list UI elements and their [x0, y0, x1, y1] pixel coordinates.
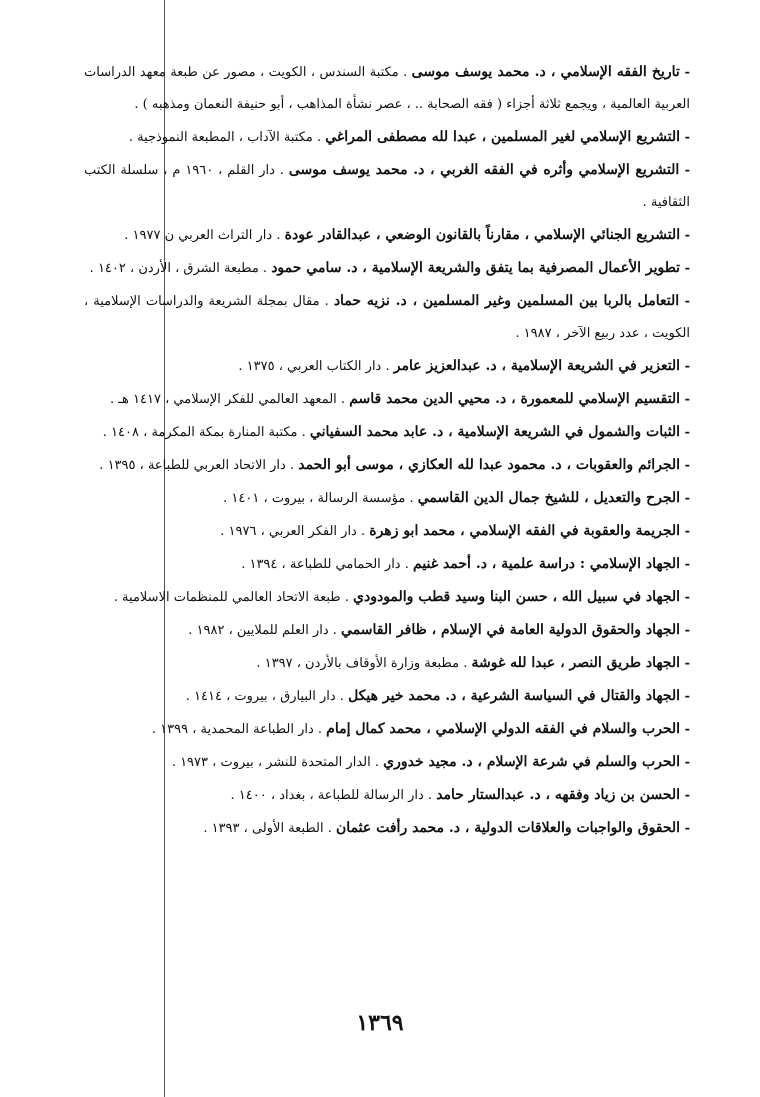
- bibliography-list: [84, 56, 690, 845]
- entry-dash: -: [680, 392, 690, 407]
- entry-dash: -: [680, 623, 690, 638]
- entry-title-author: التشريع الإسلامي وأثره في الفقه الغربي ، د. محمد يوسف موسى: [288, 162, 680, 178]
- bibliography-entry: [84, 713, 690, 746]
- entry-publication: . طبعة الاتحاد العالمي للمنظمات الاسلامية .: [113, 590, 354, 605]
- entry-dash: -: [680, 821, 690, 836]
- entry-title-author: التعامل بالربا بين المسلمين وغير المسلمين ، د. نزيه حماد: [333, 293, 680, 309]
- entry-publication: . دار الحمامي للطباعة ، ١٣٩٤ .: [241, 557, 413, 572]
- entry-dash: -: [679, 65, 690, 80]
- entry-publication: . مؤسسة الرسالة ، بيروت ، ١٤٠١ .: [223, 491, 418, 506]
- entry-dash: -: [680, 425, 690, 440]
- entry-publication: . المعهد العالمي للفكر الإسلامي ، ١٤١٧ هـ .: [109, 392, 350, 407]
- bibliography-entry: [84, 779, 690, 812]
- entry-title-author: الجرح والتعديل ، للشيخ جمال الدين القاسمي: [417, 490, 681, 506]
- entry-title-author: التشريع الإسلامي لغير المسلمين ، عبدا لله مصطفى المراغي: [325, 129, 681, 145]
- bibliography-entry: [84, 416, 690, 449]
- entry-dash: -: [680, 590, 690, 605]
- bibliography-entry: [84, 812, 690, 845]
- entry-publication: . مكتبة المنارة بمكة المكرمة ، ١٤٠٨ .: [102, 425, 310, 440]
- entry-dash: -: [679, 294, 690, 309]
- entry-title-author: الجهاد في سبيل الله ، حسن البنا وسيد قطب والمودودي: [353, 589, 681, 605]
- entry-dash: -: [680, 557, 690, 572]
- entry-publication: . الطبعة الأولى ، ١٣٩٣ .: [203, 821, 337, 836]
- entry-dash: -: [680, 755, 690, 770]
- bibliography-entry: [84, 746, 690, 779]
- entry-publication: . مكتبة الآداب ، المطبعة النموذجية .: [128, 130, 326, 145]
- entry-publication: . مقال بمجلة الشريعة والدراسات الإسلامية ، الكويت ، عدد ربيع الآخر ، ١٩٨٧ .: [84, 294, 690, 341]
- entry-publication: . مكتبة السندس ، الكويت ، مصور عن طبعة معهد الدراسات العربية العالمية ، ويجمع ثلاثة أجزاء ( فقه الصحابة .. ، عصر نشأة المذاهب ، أبو حنيفة النعمان ومذهبه ) .: [84, 65, 690, 112]
- entry-title-author: الجهاد والحقوق الدولية العامة في الإسلام ، ظافر القاسمي: [341, 622, 681, 638]
- bibliography-entry: [84, 647, 690, 680]
- entry-publication: . دار الطباعة المحمدية ، ١٣٩٩ .: [151, 722, 327, 737]
- bibliography-entry: [84, 449, 690, 482]
- entry-publication: . مطبعة وزارة الأوقاف بالأردن ، ١٣٩٧ .: [256, 656, 472, 671]
- bibliography-entry: [84, 383, 690, 416]
- entry-publication: . دار الرسالة للطباعة ، بغداد ، ١٤٠٠ .: [230, 788, 437, 803]
- bibliography-entry: [84, 482, 690, 515]
- entry-title-author: التشريع الجنائي الإسلامي ، مقارناً بالقانون الوضعي ، عبدالقادر عودة: [284, 227, 681, 243]
- entry-title-author: الجهاد طريق النصر ، عبدا لله غوشة: [471, 655, 681, 671]
- entry-dash: -: [680, 491, 690, 506]
- entry-dash: -: [680, 689, 690, 704]
- bibliography-entry: [84, 56, 690, 121]
- entry-dash: -: [680, 656, 690, 671]
- entry-dash: -: [680, 130, 690, 145]
- bibliography-entry: [84, 121, 690, 154]
- bibliography-entry: [84, 515, 690, 548]
- bibliography-entry: [84, 350, 690, 383]
- entry-publication: . دار العلم للملايين ، ١٩٨٢ .: [188, 623, 342, 638]
- entry-publication: . دار الكتاب العربي ، ١٣٧٥ .: [238, 359, 394, 374]
- entry-publication: . الدار المتحدة للنشر ، بيروت ، ١٩٧٣ .: [171, 755, 384, 770]
- page-number: ١٣٦٩: [356, 1010, 404, 1036]
- bibliography-entry: [84, 548, 690, 581]
- entry-title-author: الحسن بن زياد وفقهه ، د. عبدالستار حامد: [436, 787, 681, 803]
- entry-dash: -: [680, 524, 690, 539]
- entry-title-author: الجرائم والعقوبات ، د. محمود عبدا لله العكازي ، موسى أبو الحمد: [298, 457, 681, 473]
- entry-dash: -: [680, 261, 690, 276]
- entry-title-author: تاريخ الفقه الإسلامي ، د. محمد يوسف موسى: [411, 64, 680, 80]
- entry-dash: -: [679, 163, 690, 178]
- entry-title-author: الحقوق والواجبات والعلاقات الدولية ، د. محمد رأفت عثمان: [336, 820, 681, 836]
- entry-publication: . دار التراث العربي ن ١٩٧٧ .: [124, 228, 285, 243]
- bibliography-entry: [84, 252, 690, 285]
- entry-publication: . دار البيارق ، بيروت ، ١٤١٤ .: [185, 689, 349, 704]
- entry-title-author: تطوير الأعمال المصرفية بما يتفق والشريعة الإسلامية ، د. سامي حمود: [271, 260, 681, 276]
- entry-dash: -: [680, 228, 690, 243]
- entry-dash: -: [680, 458, 690, 473]
- entry-publication: . دار القلم ، ١٩٦٠ م ، سلسلة الكتب الثقافية .: [84, 163, 690, 210]
- entry-dash: -: [680, 788, 690, 803]
- entry-dash: -: [680, 722, 690, 737]
- entry-dash: -: [680, 359, 690, 374]
- entry-title-author: الجهاد والقتال في السياسة الشرعية ، د. محمد خير هيكل: [348, 688, 681, 704]
- entry-publication: . مطبعة الشرق ، الأردن ، ١٤٠٢ .: [89, 261, 272, 276]
- bibliography-entry: [84, 680, 690, 713]
- entry-title-author: الجهاد الإسلامي : دراسة علمية ، د. أحمد غنيم: [413, 556, 681, 572]
- bibliography-entry: [84, 219, 690, 252]
- bibliography-entry: [84, 285, 690, 350]
- entry-title-author: الحرب والسلام في الفقه الدولي الإسلامي ، محمد كمال إمام: [326, 721, 681, 737]
- bibliography-entry: [84, 614, 690, 647]
- entry-title-author: الثبات والشمول في الشريعة الإسلامية ، د. عابد محمد السفياني: [309, 424, 681, 440]
- entry-publication: . دار الاتحاد العربي للطباعة ، ١٣٩٥ .: [99, 458, 299, 473]
- bibliography-entry: [84, 154, 690, 219]
- entry-title-author: التقسيم الإسلامي للمعمورة ، د. محيي الدين محمد قاسم: [349, 391, 681, 407]
- entry-title-author: التعزير في الشريعة الإسلامية ، د. عبدالعزيز عامر: [393, 358, 681, 374]
- entry-title-author: الحرب والسلم في شرعة الإسلام ، د. مجيد خدوري: [383, 754, 681, 770]
- entry-title-author: الجريمة والعقوبة في الفقه الإسلامي ، محمد ابو زهرة: [369, 523, 681, 539]
- entry-publication: . دار الفكر العربي ، ١٩٧٦ .: [220, 524, 370, 539]
- bibliography-entry: [84, 581, 690, 614]
